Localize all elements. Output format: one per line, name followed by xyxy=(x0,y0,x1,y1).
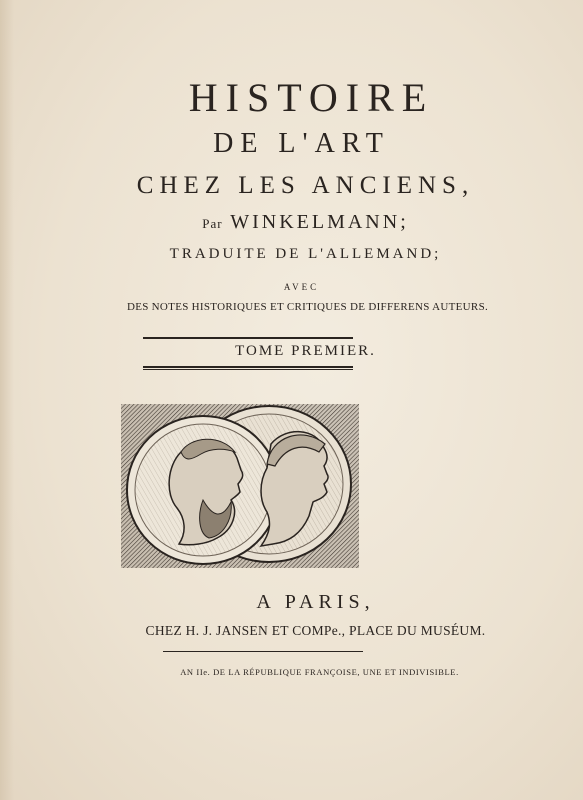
rule-bottom xyxy=(143,366,353,368)
author-prefix: Par xyxy=(202,216,223,231)
notes-line: DES NOTES HISTORIQUES ET CRITIQUES DE DIFFERENS AUTEURS. xyxy=(126,301,489,313)
rule-imprint xyxy=(163,651,363,652)
subtitle-line-2: CHEZ LES ANCIENS, xyxy=(136,172,475,199)
city-line: A PARIS, xyxy=(256,591,375,613)
medallion-vignette xyxy=(121,404,359,568)
date-line: AN IIe. DE LA RÉPUBLIQUE FRANÇOISE, UNE ET INDIVISIBLE. xyxy=(180,667,459,677)
subtitle-line-1: DE L'ART xyxy=(213,128,390,159)
volume-label: TOME PREMIER. xyxy=(235,343,376,359)
book-title: HISTOIRE xyxy=(188,75,435,120)
publisher-line: CHEZ H. J. JANSEN ET COMPe., PLACE DU MUSÉUM. xyxy=(145,623,486,638)
author-line xyxy=(0,211,583,234)
avec-line: AVEC xyxy=(283,282,320,292)
rule-bottom-thin xyxy=(143,369,353,370)
translation-line: TRADUITE DE L'ALLEMAND; xyxy=(169,246,442,262)
author-name: WINKELMANN; xyxy=(230,211,409,233)
rule-top xyxy=(143,337,353,339)
